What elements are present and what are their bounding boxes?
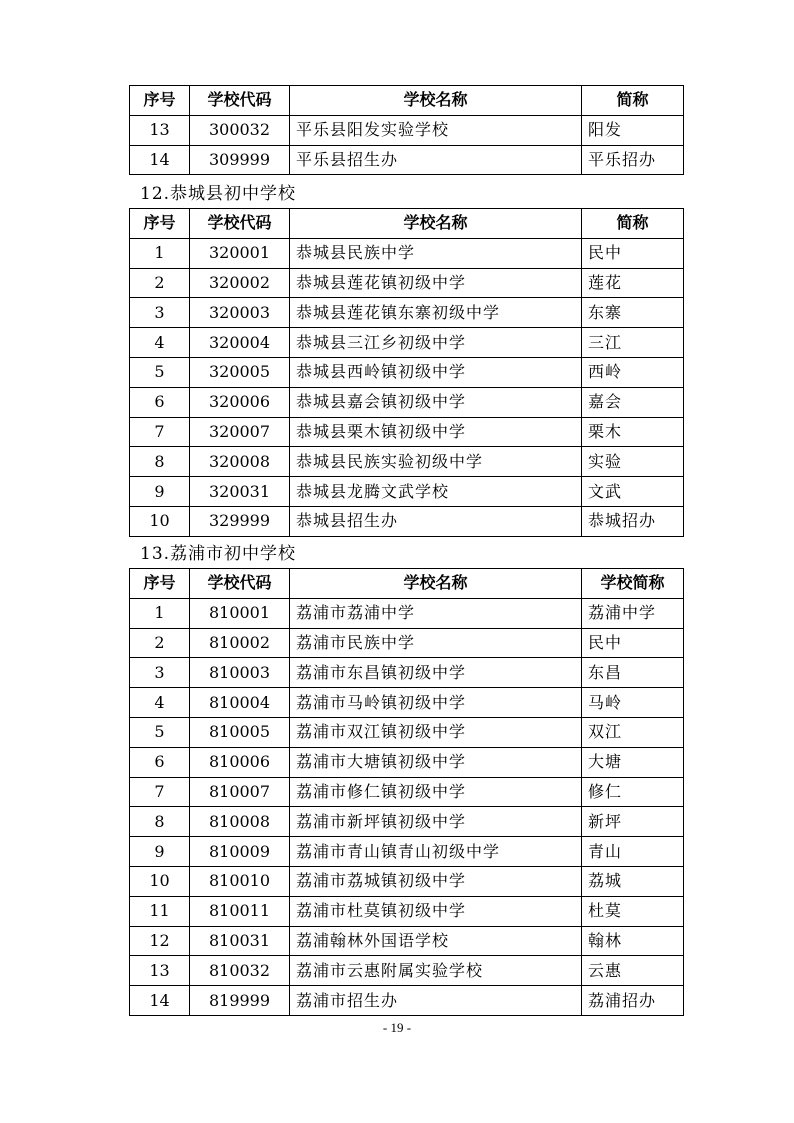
cell-code: 810010 — [190, 866, 290, 896]
cell-code: 810002 — [190, 628, 290, 658]
cell-code: 329999 — [190, 506, 290, 536]
header-index: 序号 — [130, 86, 190, 116]
header-abbreviation: 简称 — [582, 209, 684, 239]
cell-code: 810008 — [190, 807, 290, 837]
cell-index: 1 — [130, 238, 190, 268]
cell-index: 13 — [130, 956, 190, 986]
cell-code: 819999 — [190, 986, 290, 1016]
cell-index: 6 — [130, 387, 190, 417]
cell-code: 810003 — [190, 658, 290, 688]
table-row — [130, 447, 684, 477]
table-header-row — [130, 209, 684, 239]
cell-code: 810001 — [190, 598, 290, 628]
table-row — [130, 238, 684, 268]
cell-abbreviation: 青山 — [582, 837, 684, 867]
cell-index: 10 — [130, 866, 190, 896]
header-code: 学校代码 — [190, 569, 290, 599]
cell-code: 320001 — [190, 238, 290, 268]
cell-code: 810005 — [190, 717, 290, 747]
cell-index: 9 — [130, 477, 190, 507]
header-school-name: 学校名称 — [290, 209, 582, 239]
cell-abbreviation: 实验 — [582, 447, 684, 477]
cell-abbreviation: 荔城 — [582, 866, 684, 896]
table-row — [130, 837, 684, 867]
cell-school-name: 恭城县西岭镇初级中学 — [290, 357, 582, 387]
cell-abbreviation: 双江 — [582, 717, 684, 747]
cell-index: 8 — [130, 807, 190, 837]
header-index: 序号 — [130, 569, 190, 599]
cell-code: 320004 — [190, 328, 290, 358]
cell-code: 320008 — [190, 447, 290, 477]
header-code: 学校代码 — [190, 86, 290, 116]
cell-abbreviation: 东昌 — [582, 658, 684, 688]
cell-abbreviation: 阳发 — [582, 115, 684, 145]
header-code: 学校代码 — [190, 209, 290, 239]
cell-code: 320031 — [190, 477, 290, 507]
table-row — [130, 747, 684, 777]
cell-index: 3 — [130, 658, 190, 688]
table-row — [130, 896, 684, 926]
cell-school-name: 荔浦市马岭镇初级中学 — [290, 688, 582, 718]
cell-code: 300032 — [190, 115, 290, 145]
cell-index: 13 — [130, 115, 190, 145]
table-row — [130, 417, 684, 447]
cell-school-name: 荔浦市修仁镇初级中学 — [290, 777, 582, 807]
cell-code: 810032 — [190, 956, 290, 986]
section-title-lipu: 13.荔浦市初中学校 — [140, 544, 297, 564]
cell-index: 11 — [130, 896, 190, 926]
cell-school-name: 荔浦市东昌镇初级中学 — [290, 658, 582, 688]
table-row — [130, 268, 684, 298]
cell-code: 810006 — [190, 747, 290, 777]
cell-index: 8 — [130, 447, 190, 477]
table-row — [130, 298, 684, 328]
table-row — [130, 328, 684, 358]
cell-code: 810004 — [190, 688, 290, 718]
cell-index: 4 — [130, 688, 190, 718]
header-index: 序号 — [130, 209, 190, 239]
table-row — [130, 688, 684, 718]
table-header-row — [130, 569, 684, 599]
cell-code: 320003 — [190, 298, 290, 328]
cell-abbreviation: 三江 — [582, 328, 684, 358]
cell-abbreviation: 民中 — [582, 628, 684, 658]
cell-school-name: 荔浦市荔浦中学 — [290, 598, 582, 628]
table-row — [130, 357, 684, 387]
table-row — [130, 145, 684, 175]
header-abbreviation: 学校简称 — [582, 569, 684, 599]
cell-abbreviation: 翰林 — [582, 926, 684, 956]
cell-school-name: 荔浦翰林外国语学校 — [290, 926, 582, 956]
cell-school-name: 荔浦市新坪镇初级中学 — [290, 807, 582, 837]
cell-abbreviation: 荔浦中学 — [582, 598, 684, 628]
cell-abbreviation: 云惠 — [582, 956, 684, 986]
table-row — [130, 658, 684, 688]
table-row — [130, 717, 684, 747]
school-table-lipu — [129, 568, 684, 1016]
cell-school-name: 荔浦市青山镇青山初级中学 — [290, 837, 582, 867]
cell-code: 810007 — [190, 777, 290, 807]
table-row — [130, 777, 684, 807]
table-header-row — [130, 86, 684, 116]
cell-index: 1 — [130, 598, 190, 628]
school-table-pingle — [129, 85, 684, 175]
cell-index: 12 — [130, 926, 190, 956]
cell-index: 14 — [130, 145, 190, 175]
cell-index: 7 — [130, 777, 190, 807]
cell-school-name: 恭城县莲花镇东寨初级中学 — [290, 298, 582, 328]
cell-abbreviation: 新坪 — [582, 807, 684, 837]
school-table-gongcheng — [129, 208, 684, 537]
cell-abbreviation: 东寨 — [582, 298, 684, 328]
cell-abbreviation: 荔浦招办 — [582, 986, 684, 1016]
cell-index: 6 — [130, 747, 190, 777]
table-row — [130, 115, 684, 145]
cell-school-name: 恭城县民族实验初级中学 — [290, 447, 582, 477]
table-row — [130, 866, 684, 896]
cell-code: 309999 — [190, 145, 290, 175]
cell-index: 14 — [130, 986, 190, 1016]
cell-code: 810031 — [190, 926, 290, 956]
cell-index: 9 — [130, 837, 190, 867]
cell-abbreviation: 民中 — [582, 238, 684, 268]
table-row — [130, 956, 684, 986]
table-row — [130, 986, 684, 1016]
cell-index: 3 — [130, 298, 190, 328]
table-row — [130, 387, 684, 417]
cell-code: 320007 — [190, 417, 290, 447]
table-row — [130, 926, 684, 956]
cell-abbreviation: 修仁 — [582, 777, 684, 807]
table-row — [130, 477, 684, 507]
cell-index: 10 — [130, 506, 190, 536]
table-row — [130, 598, 684, 628]
cell-abbreviation: 文武 — [582, 477, 684, 507]
cell-school-name: 平乐县阳发实验学校 — [290, 115, 582, 145]
cell-school-name: 恭城县三江乡初级中学 — [290, 328, 582, 358]
cell-school-name: 荔浦市云惠附属实验学校 — [290, 956, 582, 986]
cell-code: 320006 — [190, 387, 290, 417]
cell-abbreviation: 恭城招办 — [582, 506, 684, 536]
cell-school-name: 荔浦市招生办 — [290, 986, 582, 1016]
cell-abbreviation: 平乐招办 — [582, 145, 684, 175]
cell-index: 4 — [130, 328, 190, 358]
cell-school-name: 平乐县招生办 — [290, 145, 582, 175]
cell-school-name: 恭城县民族中学 — [290, 238, 582, 268]
cell-code: 320002 — [190, 268, 290, 298]
cell-abbreviation: 西岭 — [582, 357, 684, 387]
cell-school-name: 恭城县招生办 — [290, 506, 582, 536]
table-row — [130, 506, 684, 536]
cell-abbreviation: 马岭 — [582, 688, 684, 718]
cell-school-name: 恭城县嘉会镇初级中学 — [290, 387, 582, 417]
header-abbreviation: 简称 — [582, 86, 684, 116]
cell-index: 7 — [130, 417, 190, 447]
cell-abbreviation: 嘉会 — [582, 387, 684, 417]
cell-school-name: 荔浦市荔城镇初级中学 — [290, 866, 582, 896]
cell-abbreviation: 杜莫 — [582, 896, 684, 926]
table-row — [130, 628, 684, 658]
cell-index: 5 — [130, 357, 190, 387]
cell-index: 2 — [130, 628, 190, 658]
cell-school-name: 荔浦市双江镇初级中学 — [290, 717, 582, 747]
cell-school-name: 恭城县龙腾文武学校 — [290, 477, 582, 507]
header-school-name: 学校名称 — [290, 86, 582, 116]
cell-abbreviation: 莲花 — [582, 268, 684, 298]
cell-school-name: 恭城县莲花镇初级中学 — [290, 268, 582, 298]
cell-school-name: 荔浦市大塘镇初级中学 — [290, 747, 582, 777]
cell-school-name: 荔浦市民族中学 — [290, 628, 582, 658]
cell-index: 5 — [130, 717, 190, 747]
table-row — [130, 807, 684, 837]
cell-school-name: 荔浦市杜莫镇初级中学 — [290, 896, 582, 926]
page-number: - 19 - — [382, 1020, 412, 1035]
cell-abbreviation: 大塘 — [582, 747, 684, 777]
cell-abbreviation: 栗木 — [582, 417, 684, 447]
cell-index: 2 — [130, 268, 190, 298]
cell-code: 810009 — [190, 837, 290, 867]
cell-code: 810011 — [190, 896, 290, 926]
header-school-name: 学校名称 — [290, 569, 582, 599]
cell-code: 320005 — [190, 357, 290, 387]
section-title-gongcheng: 12.恭城县初中学校 — [140, 184, 297, 204]
cell-school-name: 恭城县栗木镇初级中学 — [290, 417, 582, 447]
